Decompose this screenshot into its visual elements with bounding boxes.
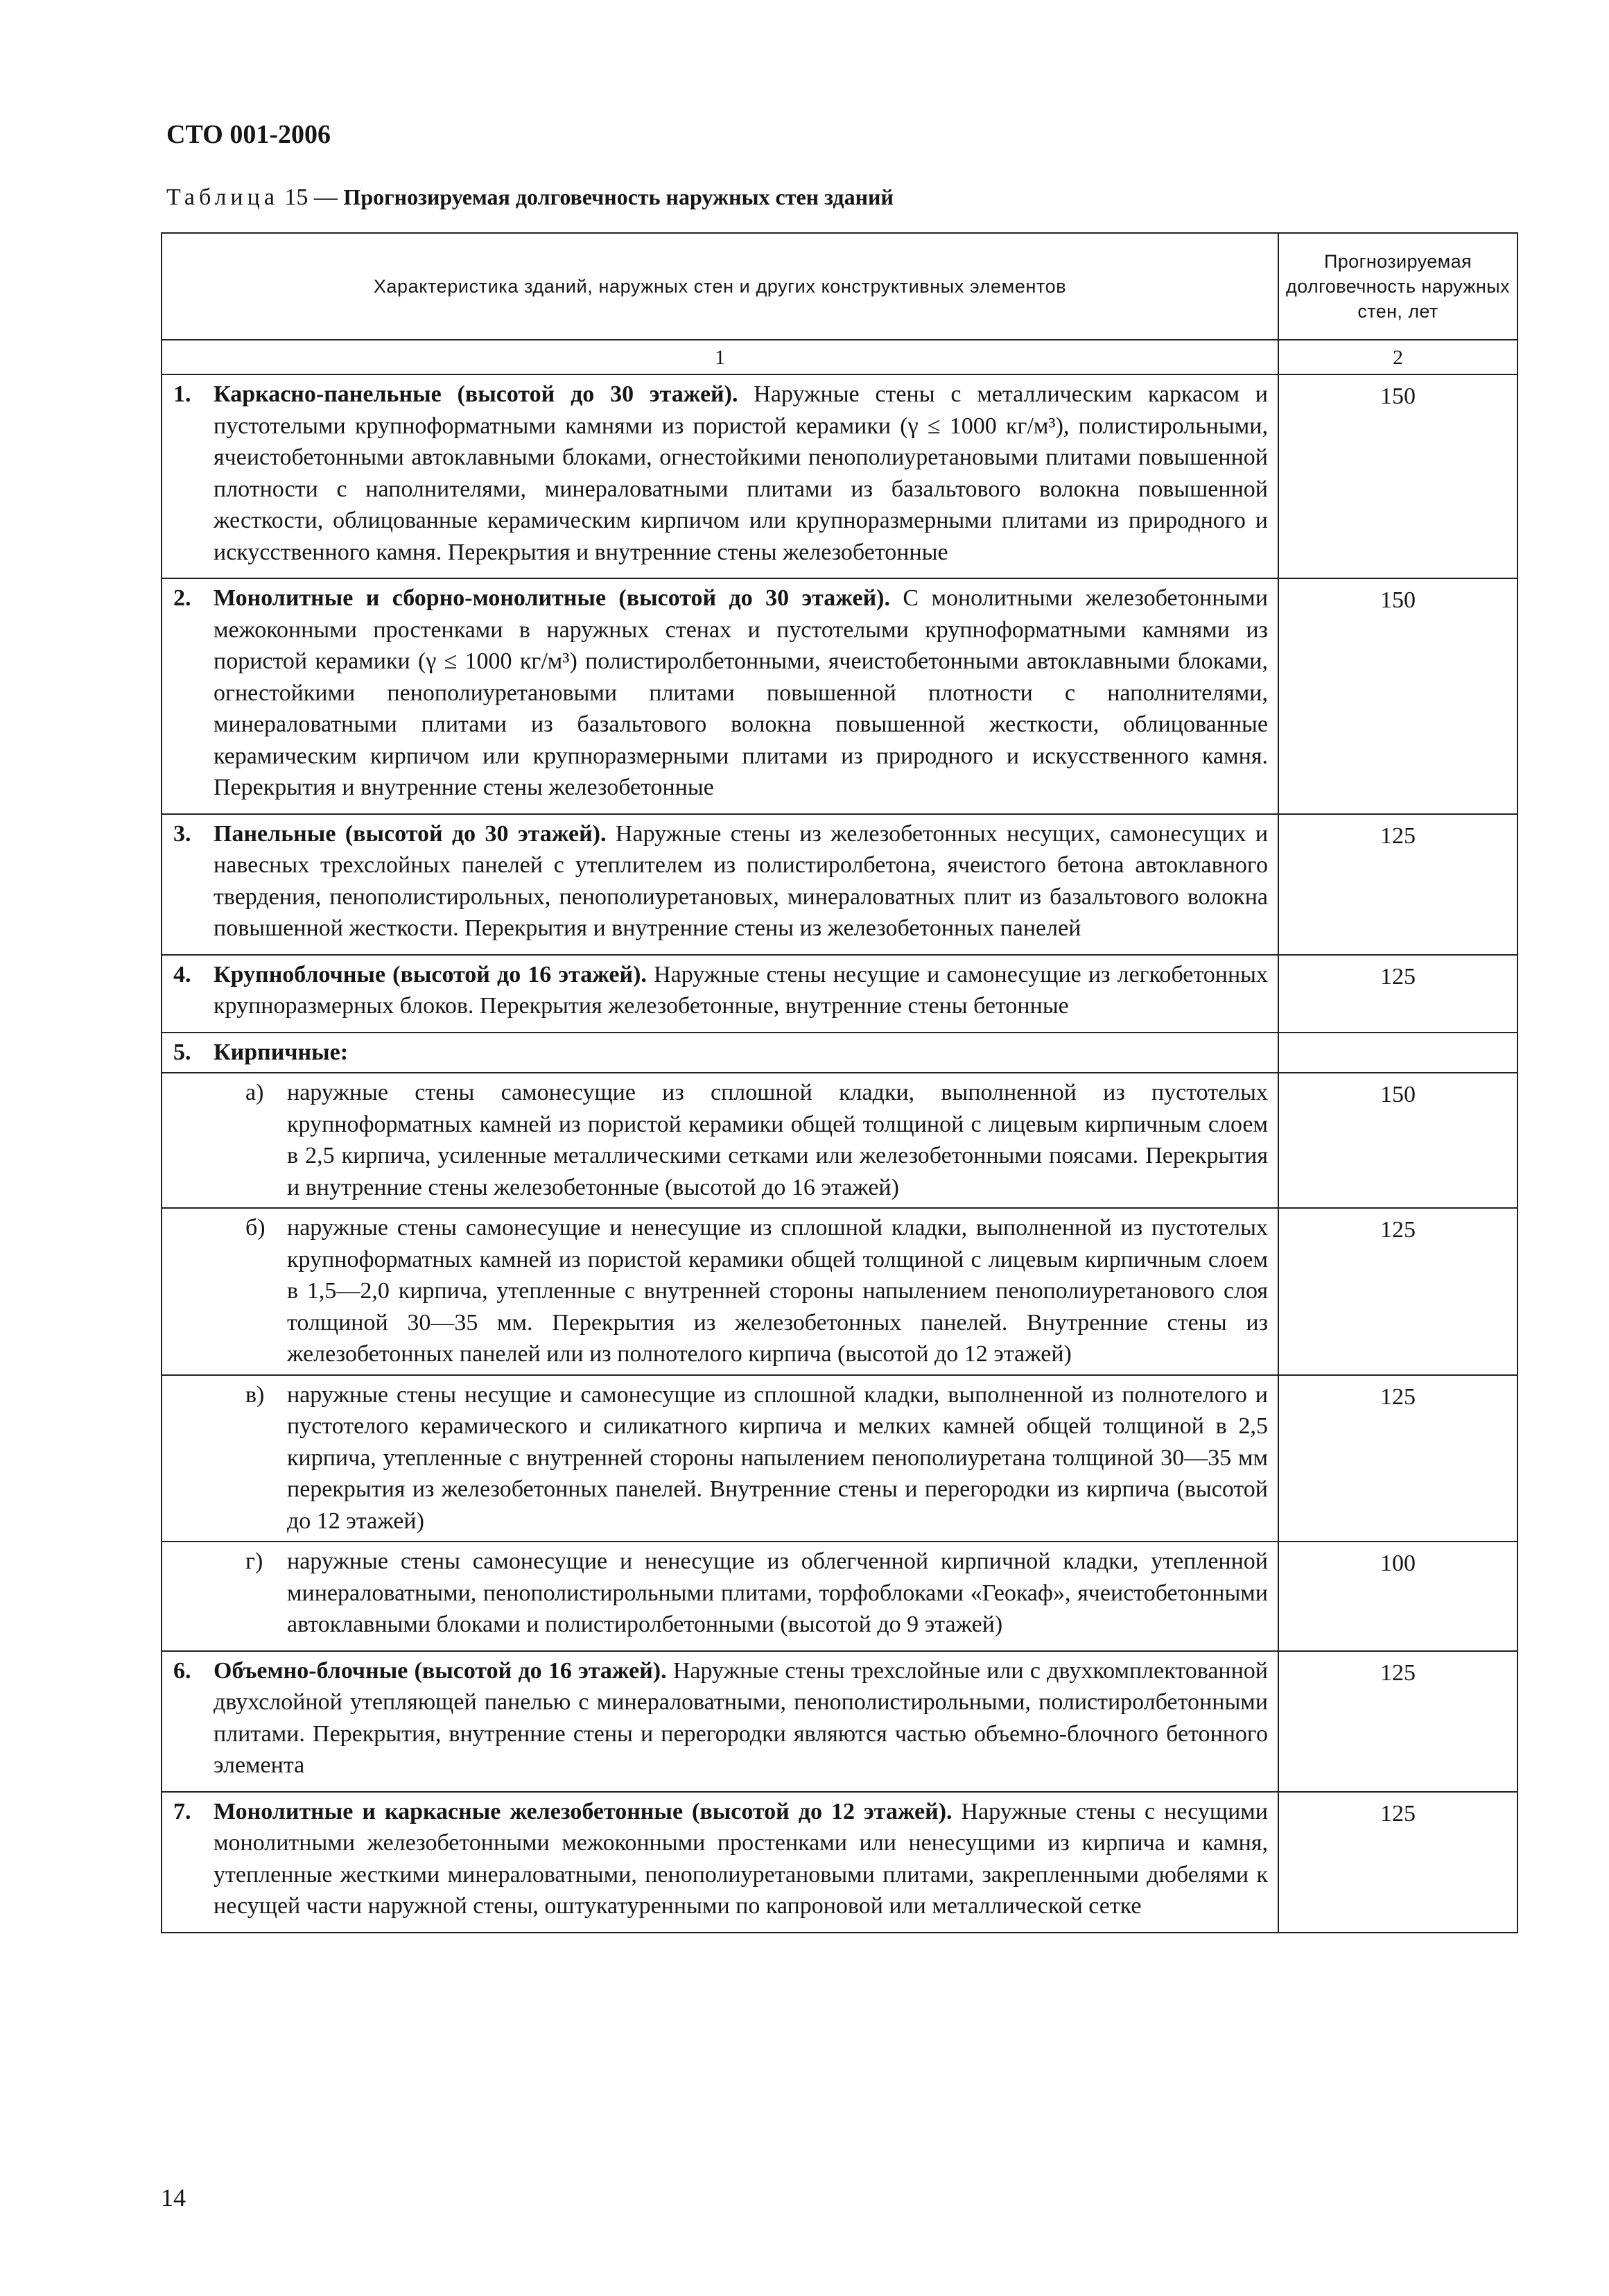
row-number: 3. bbox=[173, 820, 191, 847]
subrow-description bbox=[162, 1375, 1278, 1542]
row-paragraph bbox=[171, 1655, 1268, 1781]
subitem-text: наружные стены самонесущие и ненесущие из сплошной кладки, выполненной из пустотелых крупноформатных камней из пористой керамики общей толщиной с лицевым кирпичным слоем в 1,5—2,0 кирпича, утепленные с внутренней стороны напылением пенополиуретанового слоя толщиной 30—35 мм. Перекрытия из железобетонных панелей. Внутренние стены из железобетонных панелей или из полнотелого кирпича (высотой до 12 этажей) bbox=[287, 1215, 1268, 1367]
table-header bbox=[162, 233, 1517, 374]
row-description bbox=[162, 814, 1278, 955]
row-paragraph bbox=[171, 1037, 1268, 1069]
subrow-value: 125 bbox=[1278, 1375, 1517, 1542]
row-number: 4. bbox=[173, 961, 191, 987]
table-row bbox=[162, 1651, 1517, 1792]
row-paragraph bbox=[171, 818, 1268, 944]
subitem-text: наружные стены несущие и самонесущие из сплошной кладки, выполненной из полнотелого и пустотелого керамического и силикатного кирпича и мелких камней общей толщиной в 2,5 кирпича, утепленные с внутренней стороны напылением пенополиуретана толщиной 30—35 мм перекрытия из железобетонных панелей. Внутренние стены и перегородки из кирпича (высотой до 12 этажей) bbox=[287, 1381, 1268, 1534]
row-title: Монолитные и каркасные железобетонные (высотой до 12 этажей). bbox=[214, 1798, 953, 1824]
table-body bbox=[162, 374, 1517, 1933]
table-row bbox=[162, 1792, 1517, 1933]
subrow-description bbox=[162, 1208, 1278, 1375]
subitem-letter: в) bbox=[245, 1381, 265, 1408]
subitem-paragraph bbox=[171, 1212, 1268, 1370]
table-caption bbox=[166, 184, 1498, 211]
row-value bbox=[1278, 1033, 1517, 1073]
subitem-text: наружные стены самонесущие и ненесущие из облегченной кирпичной кладки, утепленной минераловатными, пенополистирольными плитами, торфоблоками «Геокаф», ячеистобетонными автоклавными блоками и полистиролбетонными (высотой до 9 этажей) bbox=[287, 1548, 1268, 1637]
row-text: С монолитными железобетонными межоконными простенками в наружных стенах и пустотелыми крупноформатными камнями из пористой керамики (γ ≤ 1000 кг/м³) полистиролбетонными, ячеистобетонными автоклавными блоками, огнестойкими пенополиуретановыми плитами повышенной плотности с наполнителями, минераловатными плитами из базальтового волокна повышенной жесткости, облицованные керамическим кирпичом или крупноразмерными плитами из природного и искусственного камня. Перекрытия и внутренние стены железобетонные bbox=[214, 585, 1268, 800]
row-title: Объемно-блочные (высотой до 16 этажей). bbox=[214, 1657, 667, 1684]
row-number: 1. bbox=[173, 381, 191, 407]
subitem-paragraph bbox=[171, 1546, 1268, 1641]
row-paragraph bbox=[171, 959, 1268, 1022]
page-number: 14 bbox=[161, 2184, 186, 2211]
row-number: 2. bbox=[173, 585, 191, 611]
table-row bbox=[162, 578, 1517, 814]
row-number: 5. bbox=[173, 1039, 191, 1065]
header-row bbox=[162, 233, 1517, 340]
row-value: 150 bbox=[1278, 578, 1517, 814]
row-number: 7. bbox=[173, 1798, 191, 1824]
row-paragraph bbox=[171, 1796, 1268, 1922]
table-row bbox=[162, 955, 1517, 1033]
row-paragraph bbox=[171, 379, 1268, 568]
row-value: 150 bbox=[1278, 374, 1517, 578]
row-value: 125 bbox=[1278, 955, 1517, 1033]
row-title: Крупноблочные (высотой до 16 этажей). bbox=[214, 961, 647, 987]
table-subrow bbox=[162, 1375, 1517, 1542]
column-number-1: 1 bbox=[162, 340, 1278, 374]
subitem-letter: б) bbox=[245, 1215, 266, 1241]
table-subrow bbox=[162, 1073, 1517, 1208]
row-description bbox=[162, 1792, 1278, 1933]
row-text: Наружные стены с металлическим каркасом и пустотелыми крупноформатными камнями из пористой керамики (γ ≤ 1000 кг/м³), полистирольными, ячеистобетонными автоклавными блоками, огнестойкими пенополиуретановыми плитами повышенной плотности с наполнителями, минераловатными плитами из базальтового волокна повышенной жесткости, облицованные керамическим кирпичом или крупноразмерными плитами из природного и искусственного камня. Перекрытия и внутренние стены железобетонные bbox=[214, 381, 1269, 565]
row-number: 6. bbox=[173, 1657, 191, 1684]
subrow-value: 125 bbox=[1278, 1208, 1517, 1375]
column-number-2: 2 bbox=[1278, 340, 1517, 374]
caption-dash: — bbox=[313, 184, 338, 210]
document-code: СТО 001-2006 bbox=[166, 120, 331, 149]
subitem-letter: г) bbox=[245, 1548, 263, 1574]
row-description bbox=[162, 955, 1278, 1033]
row-text: Наружные стены из железобетонных несущих, самонесущих и навесных трехслойных панелей с утеплителем из полистиролбетона, ячеистого бетона автоклавного твердения, пенополистирольных, пенополиуретановых, минераловатных плит из базальтового волокна повышенной жесткости. Перекрытия и внутренние стены из железобетонных панелей bbox=[214, 820, 1269, 941]
subitem-paragraph bbox=[171, 1077, 1268, 1203]
subrow-description bbox=[162, 1542, 1278, 1651]
row-text: Наружные стены трехслойные или с двухкомплектованной двухслойной утепляющей панелью с минераловатными, пенополистирольными, полистиролбетонными плитами. Перекрытия, внутренние стены и перегородки являются частью объемно-блочного бетонного элемента bbox=[214, 1657, 1268, 1778]
subrow-value: 150 bbox=[1278, 1073, 1517, 1208]
row-title: Панельные (высотой до 30 этажей). bbox=[214, 820, 607, 847]
row-description bbox=[162, 1033, 1278, 1073]
row-description bbox=[162, 578, 1278, 814]
row-title: Каркасно-панельные (высотой до 30 этажей). bbox=[214, 381, 738, 407]
table-subrow bbox=[162, 1208, 1517, 1375]
row-value: 125 bbox=[1278, 814, 1517, 955]
row-text: Наружные стены с несущими монолитными железобетонными межоконными простенками или ненесущими из кирпича и камня, утепленные жесткими минераловатными, пенополиуретановыми плитами, закрепленными дюбелями к несущей части наружной стены, оштукатуренными по капроновой или металлической сетке bbox=[214, 1798, 1268, 1919]
row-text: Наружные стены несущие и самонесущие из легкобетонных крупноразмерных блоков. Перекрытия железобетонные, внутренние стены бетонные bbox=[214, 961, 1268, 1019]
row-value: 125 bbox=[1278, 1792, 1517, 1933]
subitem-letter: а) bbox=[245, 1080, 264, 1105]
subrow-description bbox=[162, 1073, 1278, 1208]
caption-number: 15 bbox=[284, 184, 308, 210]
subitem-text: наружные стены самонесущие из сплошной кладки, выполненной из пустотелых крупноформатных камней из пористой керамики общей толщиной с лицевым кирпичным слоем в 2,5 кирпича, усиленные металлическими сетками или железобетонными поясами. Перекрытия и внутренние стены железобетонные (высотой до 16 этажей) bbox=[287, 1080, 1268, 1200]
row-paragraph bbox=[171, 582, 1268, 804]
subrow-value: 100 bbox=[1278, 1542, 1517, 1651]
caption-title: Прогнозируемая долговечность наружных стен зданий bbox=[343, 184, 894, 209]
row-value: 125 bbox=[1278, 1651, 1517, 1792]
row-description bbox=[162, 374, 1278, 578]
header-characteristics: Характеристика зданий, наружных стен и других конструктивных элементов bbox=[162, 233, 1278, 340]
table-row bbox=[162, 1033, 1517, 1073]
header-longevity: Прогнозируемая долговечность наружных стен, лет bbox=[1278, 233, 1517, 340]
row-title: Монолитные и сборно-монолитные (высотой до 30 этажей). bbox=[214, 585, 890, 611]
caption-label: Таблица bbox=[166, 184, 279, 210]
row-title: Кирпичные: bbox=[214, 1039, 349, 1065]
subitem-paragraph bbox=[171, 1379, 1268, 1537]
row-description bbox=[162, 1651, 1278, 1792]
longevity-table bbox=[161, 232, 1518, 1933]
table-row bbox=[162, 374, 1517, 578]
table-row bbox=[162, 814, 1517, 955]
column-number-row bbox=[162, 340, 1517, 374]
table-subrow bbox=[162, 1542, 1517, 1651]
